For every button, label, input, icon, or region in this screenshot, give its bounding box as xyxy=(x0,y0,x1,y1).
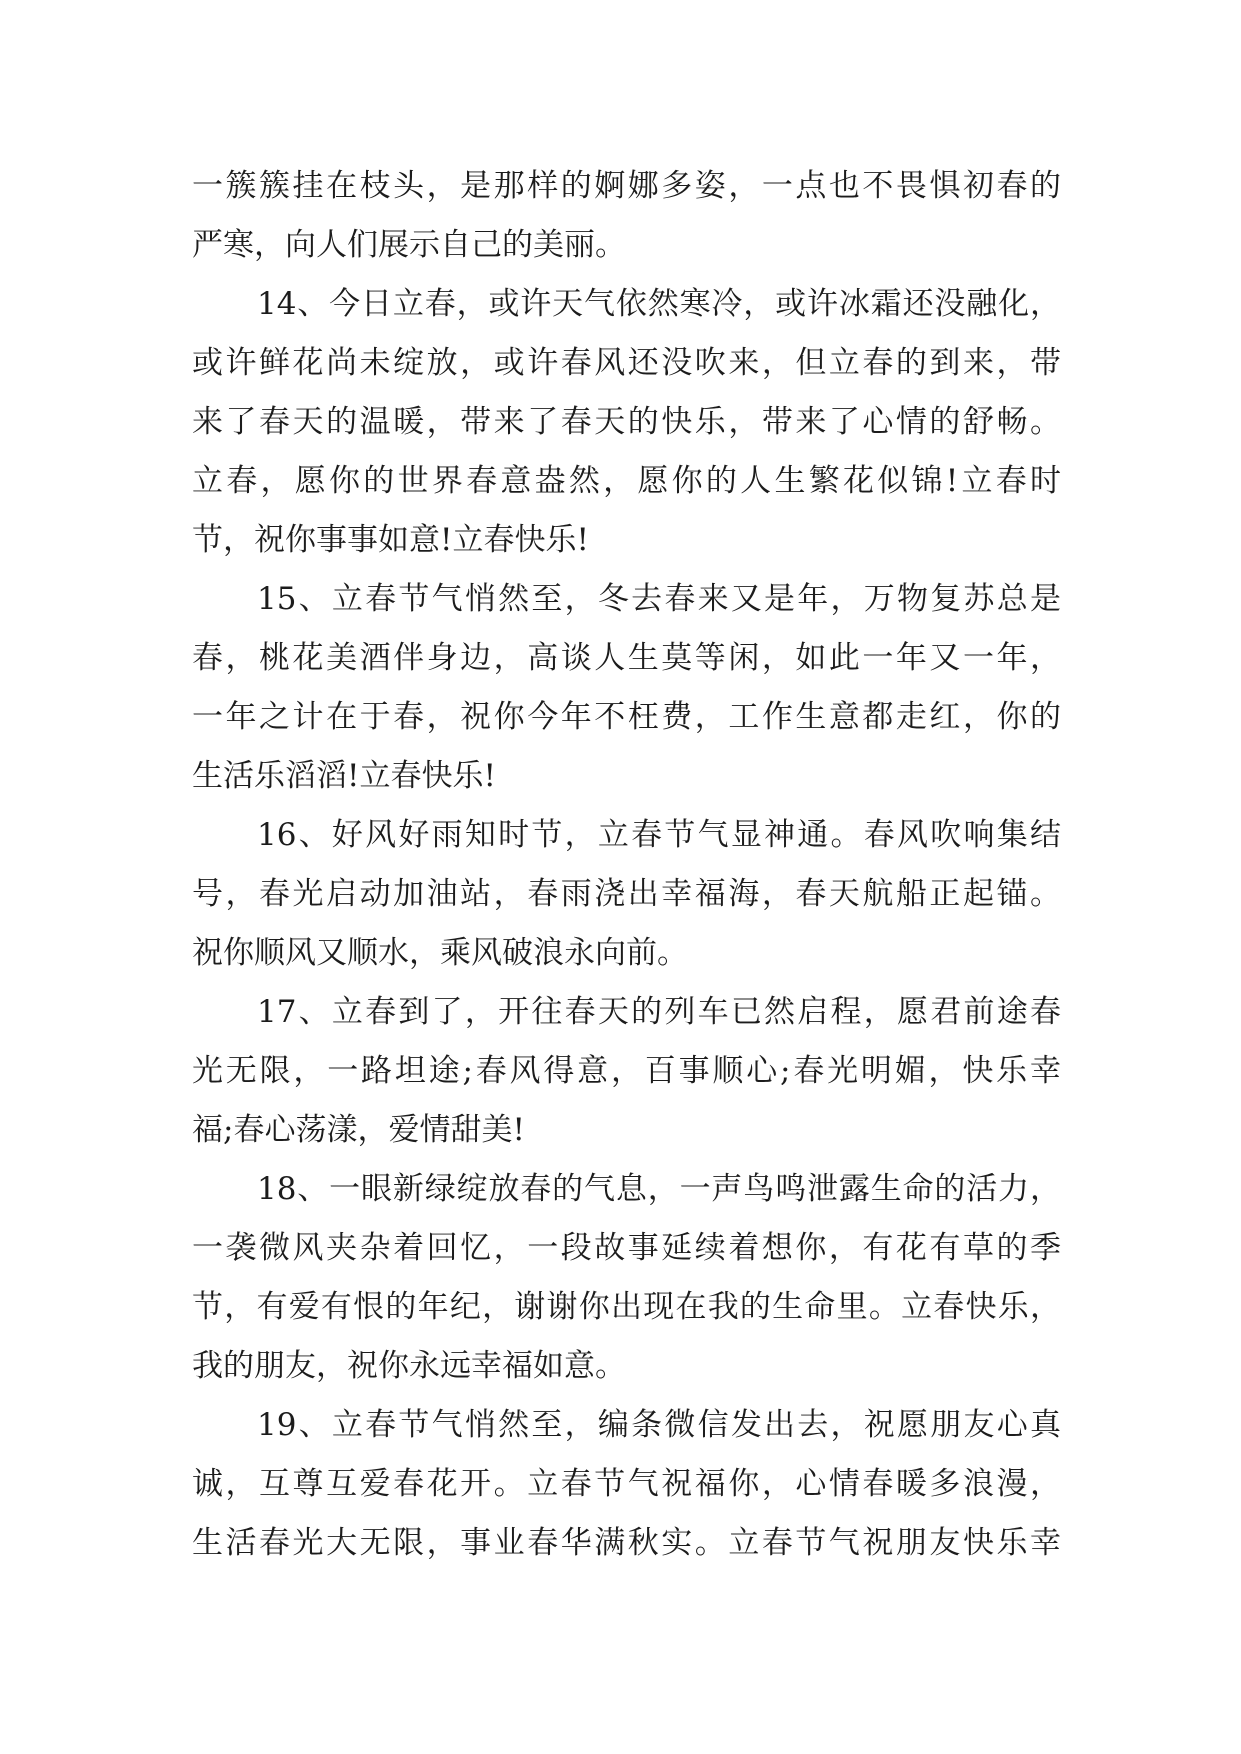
text-line: 15、立春节气悄然至，冬去春来又是年，万物复苏总是 xyxy=(257,581,1061,617)
text-line: 一袭微风夹杂着回忆，一段故事延续着想你，有花有草的季 xyxy=(192,1230,1061,1266)
text-line: 严寒，向人们展示自己的美丽。 xyxy=(192,227,626,263)
paragraph xyxy=(192,275,1061,570)
text-line: 一簇簇挂在枝头，是那样的婀娜多姿，一点也不畏惧初春的 xyxy=(192,168,1061,204)
text-line: 号，春光启动加油站，春雨浇出幸福海，春天航船正起锚。 xyxy=(192,876,1061,912)
text-line: 福;春心荡漾，爱情甜美! xyxy=(192,1112,525,1148)
text-line: 16、好风好雨知时节，立春节气显神通。春风吹响集结 xyxy=(257,817,1061,853)
paragraph xyxy=(192,1160,1061,1396)
text-line: 或许鲜花尚未绽放，或许春风还没吹来，但立春的到来，带 xyxy=(192,345,1061,381)
text-line: 光无限，一路坦途;春风得意，百事顺心;春光明媚，快乐幸 xyxy=(192,1053,1061,1089)
text-line: 生活乐滔滔!立春快乐! xyxy=(192,758,496,794)
text-line: 生活春光大无限，事业春华满秋实。立春节气祝朋友快乐幸 xyxy=(192,1525,1061,1561)
document-body xyxy=(192,157,1061,1573)
text-line: 我的朋友，祝你永远幸福如意。 xyxy=(192,1348,626,1384)
paragraph xyxy=(192,157,1061,275)
text-line: 17、立春到了，开往春天的列车已然启程，愿君前途春 xyxy=(257,994,1061,1030)
paragraph xyxy=(192,570,1061,806)
text-line: 诚，互尊互爱春花开。立春节气祝福你，心情春暖多浪漫， xyxy=(192,1466,1061,1502)
text-line: 19、立春节气悄然至，编条微信发出去，祝愿朋友心真 xyxy=(257,1407,1061,1443)
text-line: 立春，愿你的世界春意盎然，愿你的人生繁花似锦!立春时 xyxy=(192,463,1061,499)
text-line: 来了春天的温暖，带来了春天的快乐，带来了心情的舒畅。 xyxy=(192,404,1061,440)
text-line: 14、今日立春，或许天气依然寒冷，或许冰霜还没融化， xyxy=(257,286,1061,322)
text-line: 春，桃花美酒伴身边，高谈人生莫等闲，如此一年又一年， xyxy=(192,640,1061,676)
paragraph xyxy=(192,983,1061,1160)
text-line: 祝你顺风又顺水，乘风破浪永向前。 xyxy=(192,935,688,971)
text-line: 一年之计在于春，祝你今年不枉费，工作生意都走红，你的 xyxy=(192,699,1061,735)
paragraph xyxy=(192,806,1061,983)
paragraph xyxy=(192,1396,1061,1573)
text-line: 节，祝你事事如意!立春快乐! xyxy=(192,522,589,558)
text-line: 18、一眼新绿绽放春的气息，一声鸟鸣泄露生命的活力， xyxy=(257,1171,1061,1207)
text-line: 节，有爱有恨的年纪，谢谢你出现在我的生命里。立春快乐， xyxy=(192,1289,1061,1325)
